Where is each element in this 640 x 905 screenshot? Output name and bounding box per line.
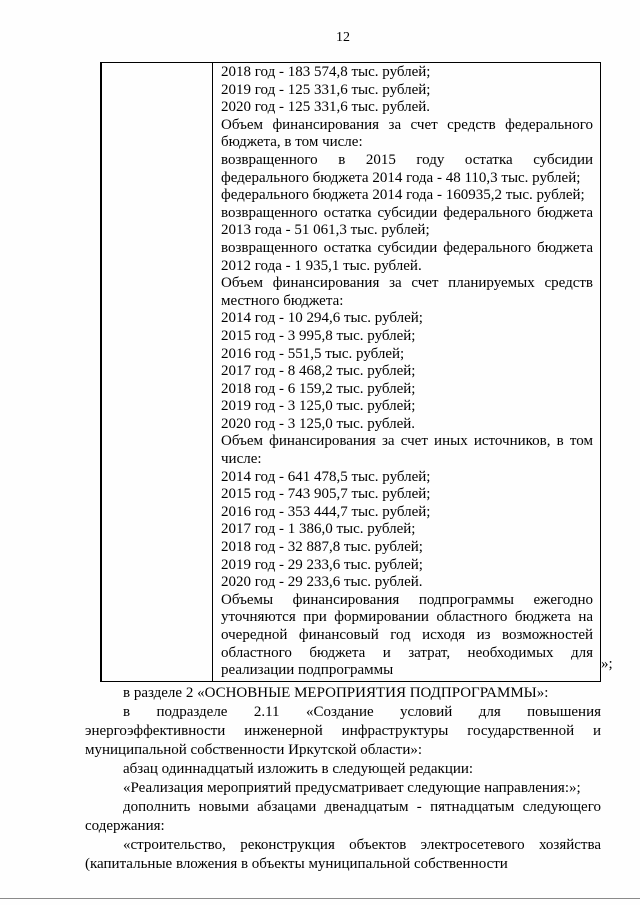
cell-line: 2014 год - 10 294,6 тыс. рублей;	[221, 310, 423, 327]
cell-line: 2020 год - 29 233,6 тыс. рублей.	[221, 574, 423, 591]
cell-line: Объем финансирования за счет иных источников, в том числе:	[221, 433, 593, 468]
table-cell-text-block	[213, 63, 600, 681]
cell-line: федерального бюджета 2014 года - 160935,2 тыс. рублей;	[221, 187, 585, 204]
table-cell-left-empty	[101, 63, 213, 682]
cell-line: возвращенного в 2015 году остатка субсидии федерального бюджета 2014 года - 48 110,3 тыс. рублей;	[221, 151, 593, 186]
body-paragraph: абзац одиннадцатый изложить в следующей редакции:	[123, 761, 474, 777]
table-row	[101, 63, 601, 682]
page-number: 12	[336, 30, 350, 45]
cell-line: 2019 год - 3 125,0 тыс. рублей;	[221, 398, 416, 415]
body-paragraph: в разделе 2 «ОСНОВНЫЕ МЕРОПРИЯТИЯ ПОДПРОГРАММЫ»:	[123, 685, 549, 701]
cell-line: 2020 год - 125 331,6 тыс. рублей.	[221, 99, 431, 116]
cell-line: 2019 год - 29 233,6 тыс. рублей;	[221, 556, 423, 573]
cell-line: Объемы финансирования подпрограммы ежегодно уточняются при формировании областного бюджета на очередной финансовый год исходя из возможностей областного бюджета и затрат, необходимых для реализации подпрограммы	[221, 591, 593, 679]
cell-line: 2018 год - 32 887,8 тыс. рублей;	[221, 539, 423, 556]
cell-line: 2017 год - 8 468,2 тыс. рублей;	[221, 363, 416, 380]
budget-financing-table	[100, 62, 601, 682]
cell-line: 2015 год - 743 905,7 тыс. рублей;	[221, 486, 431, 503]
body-paragraph: «Реализация мероприятий предусматривает следующие направления:»;	[123, 780, 581, 796]
body-paragraph: «строительство, реконструкция объектов электросетевого хозяйства (капитальные вложения в объекты муниципальной собственности	[85, 837, 601, 872]
cell-line: 2019 год - 125 331,6 тыс. рублей;	[221, 81, 431, 98]
cell-line: 2017 год - 1 386,0 тыс. рублей;	[221, 521, 416, 538]
scan-edge-line	[0, 898, 640, 899]
cell-line: 2018 год - 6 159,2 тыс. рублей;	[221, 380, 416, 397]
cell-line: 2018 год - 183 574,8 тыс. рублей;	[221, 64, 431, 80]
cell-line: Объем финансирования за счет средств федерального бюджета, в том числе:	[221, 116, 593, 151]
body-paragraph: дополнить новыми абзацами двенадцатым - пятнадцатым следующего содержания:	[85, 799, 601, 834]
body-paragraph: в подразделе 2.11 «Создание условий для повышения энергоэффективности инженерной инфраструктуры государственной и муниципальной собственности Иркутской области»:	[85, 704, 601, 758]
closing-quote-mark: »;	[601, 656, 613, 672]
cell-line: Объем финансирования за счет планируемых средств местного бюджета:	[221, 275, 593, 309]
cell-line: 2015 год - 3 995,8 тыс. рублей;	[221, 327, 416, 344]
cell-line: 2020 год - 3 125,0 тыс. рублей.	[221, 415, 416, 432]
cell-line: 2014 год - 641 478,5 тыс. рублей;	[221, 468, 431, 485]
cell-line: 2016 год - 551,5 тыс. рублей;	[221, 345, 405, 362]
cell-line: 2016 год - 353 444,7 тыс. рублей;	[221, 503, 431, 520]
cell-line: возвращенного остатка субсидии федерального бюджета 2012 года - 1 935,1 тыс. рублей.	[221, 239, 593, 274]
cell-line: возвращенного остатка субсидии федерального бюджета 2013 года - 51 061,3 тыс. рублей;	[221, 204, 593, 239]
document-body	[85, 684, 601, 874]
table-cell-content	[213, 63, 601, 682]
